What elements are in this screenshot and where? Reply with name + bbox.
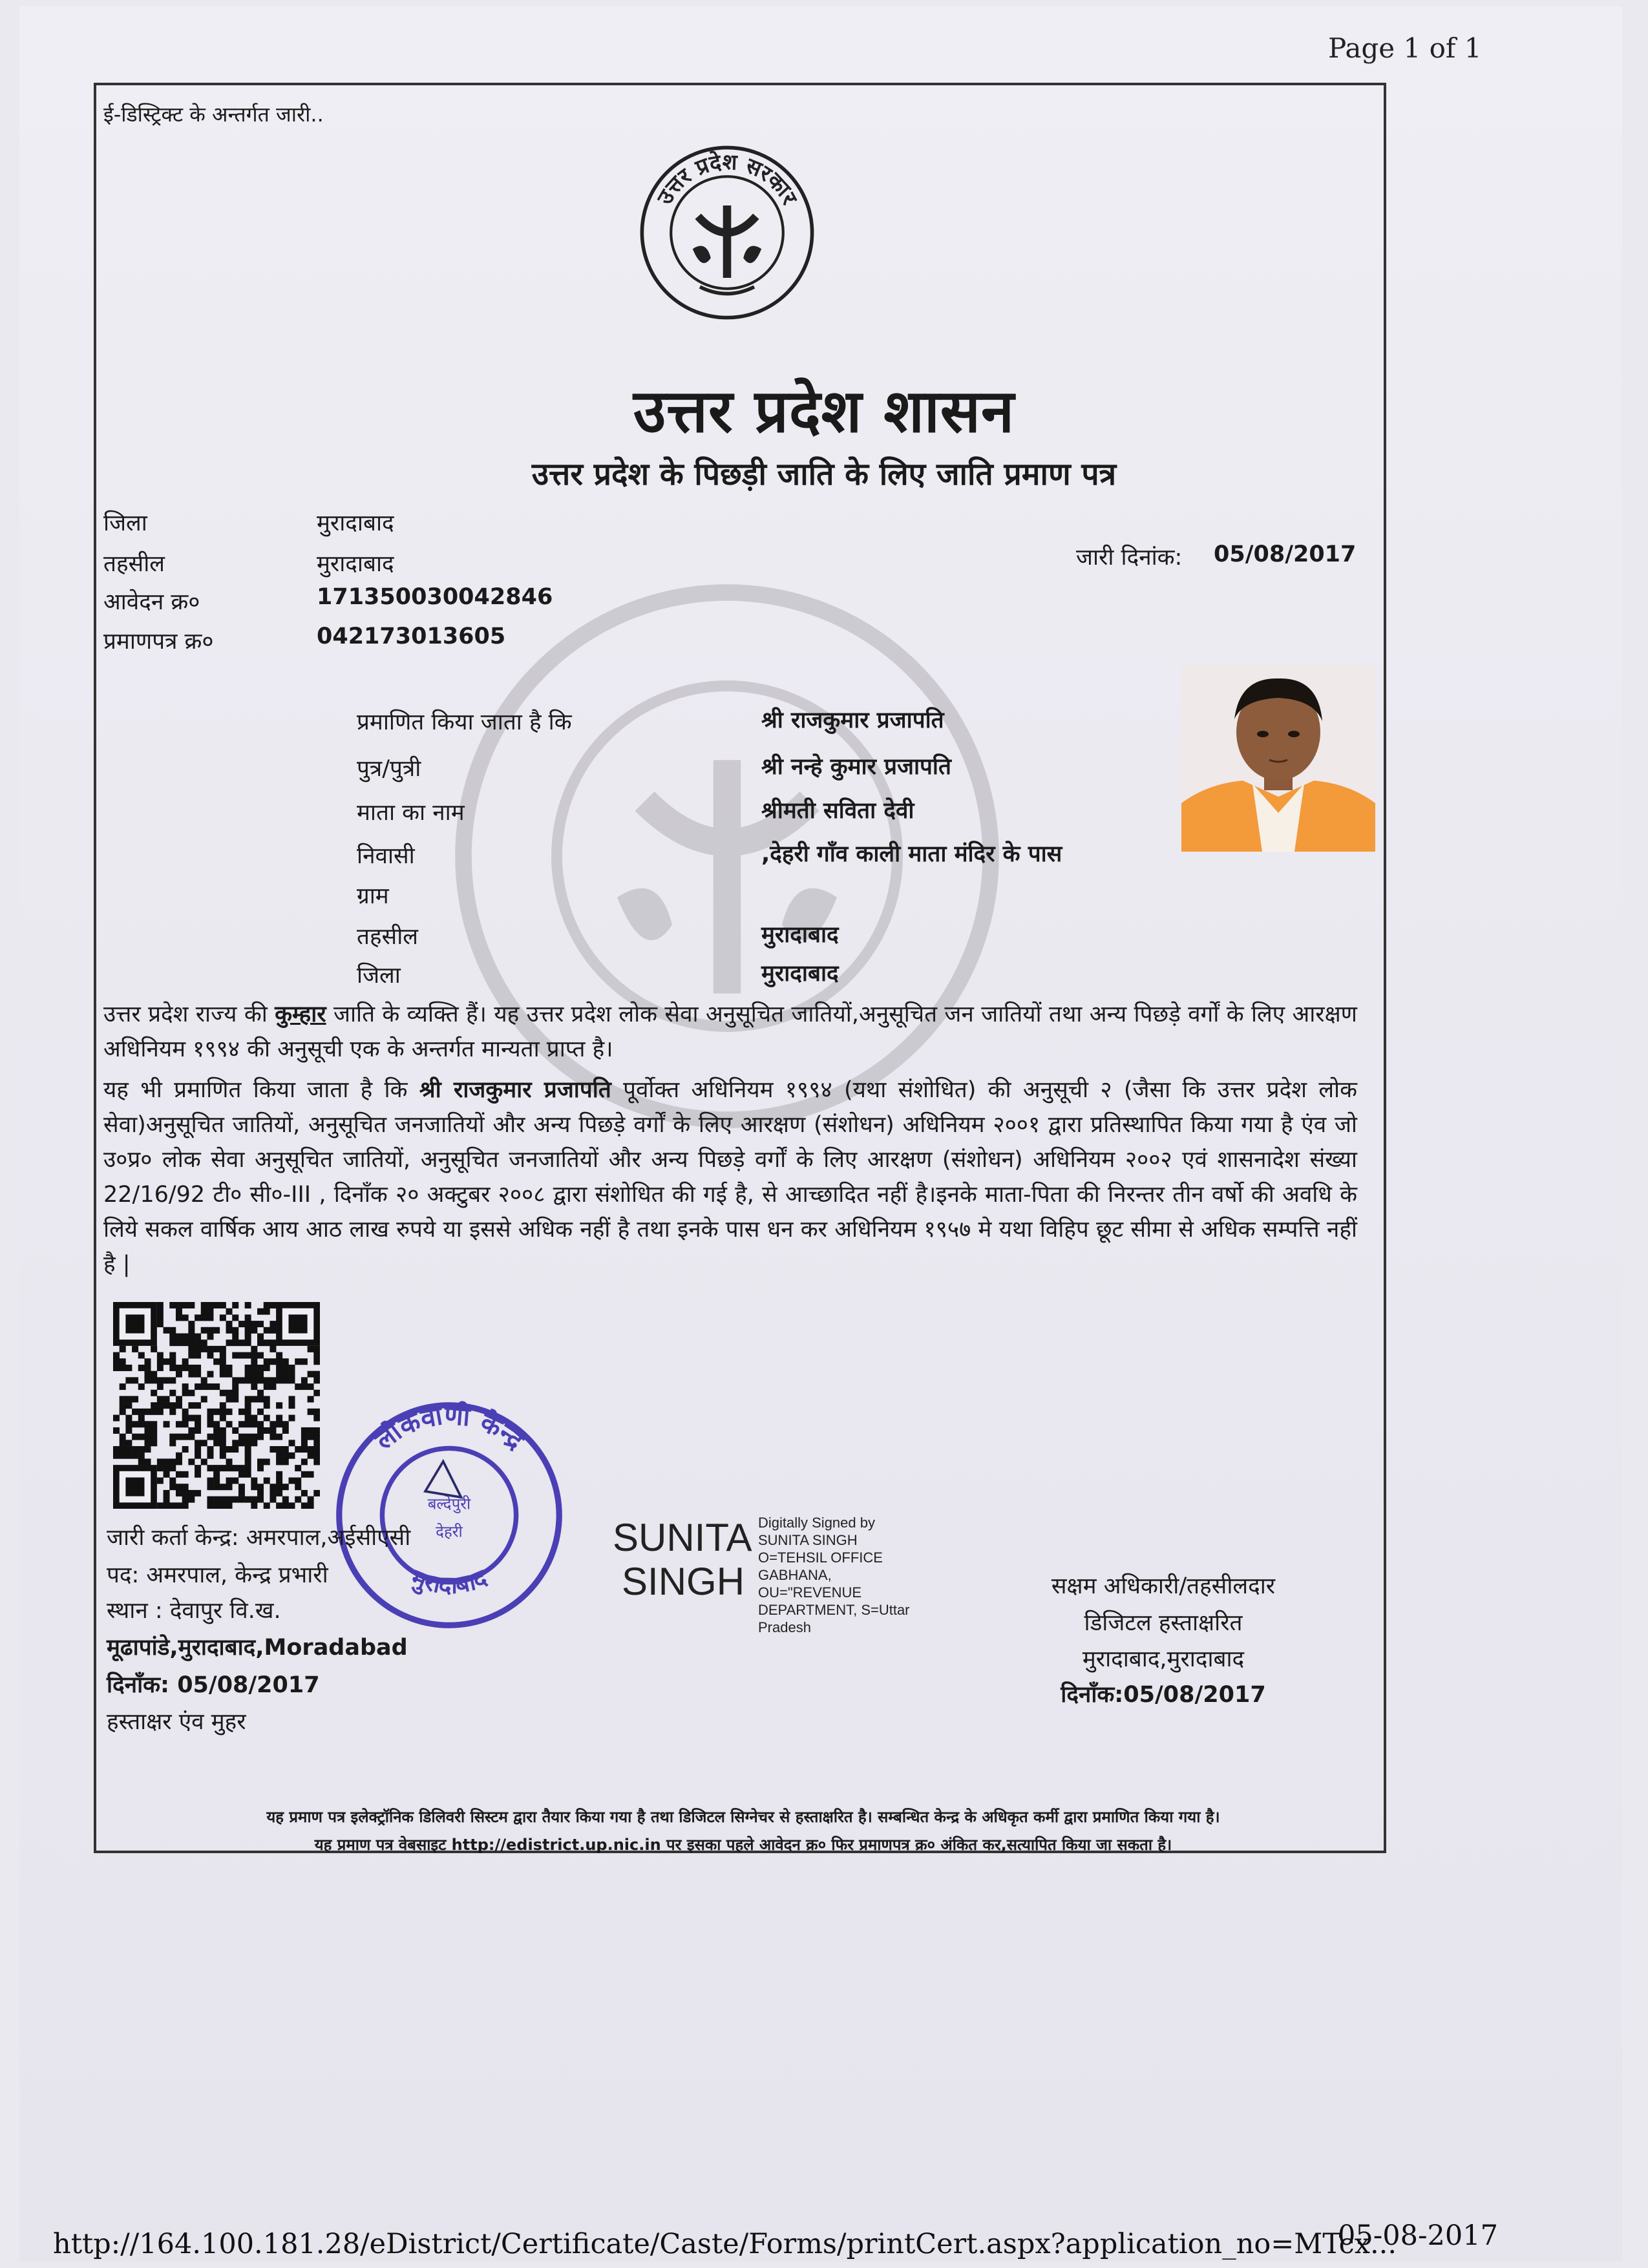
application-no-value: 171350030042846 bbox=[317, 584, 553, 610]
issue-date-value: 05/08/2017 bbox=[1214, 541, 1357, 567]
mother-label: माता का नाम bbox=[357, 800, 465, 826]
tehsil-label-2: तहसील bbox=[357, 924, 418, 950]
authority-location: मुरादाबाद,मुरादाबाद bbox=[1082, 1646, 1245, 1672]
tehsil-value: मुरादाबाद bbox=[317, 551, 394, 577]
emblem-text: उत्तर प्रदेश सरकार bbox=[651, 149, 803, 209]
authority-digital-signed: डिजिटल हस्ताक्षरित bbox=[1084, 1610, 1243, 1636]
qr-code bbox=[113, 1302, 320, 1509]
svg-text:मुरादाबाद bbox=[407, 1563, 492, 1599]
application-no-label: आवेदन क्र० bbox=[103, 589, 200, 615]
applicant-name: श्री राजकुमार प्रजापति bbox=[761, 708, 944, 733]
para2-before: यह भी प्रमाणित किया जाता है कि bbox=[103, 1077, 419, 1103]
para2-after: पूर्वोक्त अधिनियम १९९४ (यथा संशोधित) की अनुसूची २ (जैसा कि उत्तर प्रदेश लोक सेवा)अनुसूचित जातियों, अनुसूचित जनजातियों और अन्य पिछड़े वर्गों के लिए आरक्षण (संशोधन) अधिनियम २००१ द्वारा प्रतिस्थापित किया गया है एंव जो उ०प्र० लोक सेवा अनुसूचित जातियों, अनुसूचित जनजातियों और अन्य पिछड़े वर्गों के लिए आरक्षण (संशोधन) अधिनियम २००२ एवं शासनादेश संख्या 22/16/92 टी० सी०-III , दिनाँक २० अक्टुबर २००८ द्वारा संशोधित की गई है, से आच्छादित नहीं है।इनके माता-पिता की निरन्तर तीन वर्षो की अवधि के लिये सकल वार्षिक आय आठ लाख रुपये या इससे अधिक नहीं है तथा इनके पास धन कर अधिनियम १९५७ मे यथा विहिप छूट सीमा से अधिक सम्पत्ति नहीं है | bbox=[103, 1077, 1358, 1277]
village-label: ग्राम bbox=[357, 883, 389, 909]
issue-date-label: जारी दिनांक: bbox=[1076, 545, 1183, 571]
stamp-bottom-text: मुरादाबाद bbox=[407, 1563, 491, 1599]
tehsil-value-2: मुरादाबाद bbox=[761, 922, 839, 948]
issuer-date: दिनाँक: 05/08/2017 bbox=[107, 1672, 320, 1698]
issuer-place-line2: मूढापांडे,मुरादाबाद,Moradabad bbox=[107, 1635, 408, 1661]
certificate-subtitle: उत्तर प्रदेश के पिछड़ी जाति के लिए जाति प्रमाण पत्र bbox=[531, 456, 1117, 492]
footer-note-line1: यह प्रमाण पत्र इलेक्ट्रॉनिक डिलिवरी सिस्टम द्वारा तैयार किया गया है तथा डिजिटल सिग्नेचर से हस्ताक्षरित है। सम्बन्धित केन्द्र के अधिकृत कर्मी द्वारा प्रमाणित किया गया है। bbox=[266, 1808, 1220, 1826]
digital-signature-details: Digitally Signed by SUNITA SINGH O=TEHSIL OFFICE GABHANA, OU="REVENUE DEPARTMENT, S=Uttar Pradesh bbox=[758, 1515, 910, 1635]
issuer-post: पद: अमरपाल, केन्द्र प्रभारी bbox=[107, 1562, 328, 1588]
certificate-no-label: प्रमाणपत्र क्र० bbox=[103, 629, 214, 655]
footer-note-line2: यह प्रमाण पत्र वेबसाइट http://edistrict.up.nic.in पर इसका पहले आवेदन क्र० फिर प्रमाणपत्र क्र० अंकित कर,सत्यापित किया जा सकता है। bbox=[314, 1836, 1172, 1854]
authority-designation: सक्षम अधिकारी/तहसीलदार bbox=[1051, 1573, 1276, 1599]
lokvani-stamp bbox=[330, 1396, 569, 1635]
page-title: उत्तर प्रदेश शासन bbox=[633, 377, 1015, 446]
district-label: जिला bbox=[103, 510, 147, 536]
print-date: 05-08-2017 bbox=[1338, 2220, 1498, 2252]
parent-label: पुत्र/पुत्री bbox=[357, 756, 421, 782]
issuing-centre: जारी कर्ता केन्द्र: अमरपाल,अईसीएसी bbox=[107, 1525, 411, 1551]
signer-name-line1: SUNITA bbox=[613, 1516, 752, 1559]
stamp-center-line1: बल्देपुरी bbox=[427, 1495, 471, 1513]
para1-after: जाति के व्यक्ति हैं। यह उत्तर प्रदेश लोक सेवा अनुसूचित जातियों,अनुसूचित जन जातियों तथा अन्य पिछड़े वर्गों के लिए आरक्षण अधिनियम १९९४ की अनुसूची एक के अन्तर्गत मान्यता प्राप्त है। bbox=[103, 1002, 1357, 1062]
certified-label: प्रमाणित किया जाता है कि bbox=[357, 709, 572, 735]
mother-name: श्रीमती सविता देवी bbox=[761, 798, 914, 824]
para2-applicant-name: श्री राजकुमार प्रजापति bbox=[419, 1077, 611, 1103]
certificate-no-value: 042173013605 bbox=[317, 624, 506, 649]
tehsil-label: तहसील bbox=[103, 551, 165, 577]
caste-name: कुम्हार bbox=[275, 1002, 326, 1027]
district-value-2: मुरादाबाद bbox=[761, 961, 839, 987]
resident-address: ,देहरी गाँव काली माता मंदिर के पास bbox=[761, 841, 1062, 867]
stamp-top-text: लोकवाणी केन्द्र bbox=[369, 1399, 531, 1456]
district-value: मुरादाबाद bbox=[317, 510, 394, 536]
eligibility-paragraph bbox=[103, 1073, 1357, 1282]
applicant-photo bbox=[1181, 664, 1375, 852]
issuer-place-line1: स्थान : देवापुर वि.ख. bbox=[107, 1598, 281, 1624]
authority-date: दिनाँक:05/08/2017 bbox=[1061, 1682, 1266, 1708]
resident-label: निवासी bbox=[357, 843, 415, 869]
svg-text:उत्तर प्रदेश सरकार bbox=[651, 149, 803, 209]
district-label-2: जिला bbox=[357, 963, 401, 989]
signer-name-line2: SINGH bbox=[622, 1560, 745, 1603]
father-name: श्री नन्हे कुमार प्रजापति bbox=[761, 754, 951, 780]
up-govt-emblem-icon bbox=[637, 142, 818, 323]
print-url: http://164.100.181.28/eDistrict/Certificate/Caste/Forms/printCert.aspx?application_no=MTcx... bbox=[53, 2228, 1397, 2260]
para1-before: उत्तर प्रदेश राज्य की bbox=[103, 1002, 275, 1027]
issued-under-note: ई-डिस्ट्रिक्ट के अन्तर्गत जारी.. bbox=[103, 102, 324, 127]
caste-paragraph bbox=[103, 997, 1357, 1067]
signature-and-seal-label: हस्ताक्षर एंव मुहर bbox=[107, 1709, 246, 1735]
stamp-center-line2: देहरी bbox=[436, 1522, 463, 1541]
page-number: Page 1 of 1 bbox=[1328, 32, 1482, 64]
